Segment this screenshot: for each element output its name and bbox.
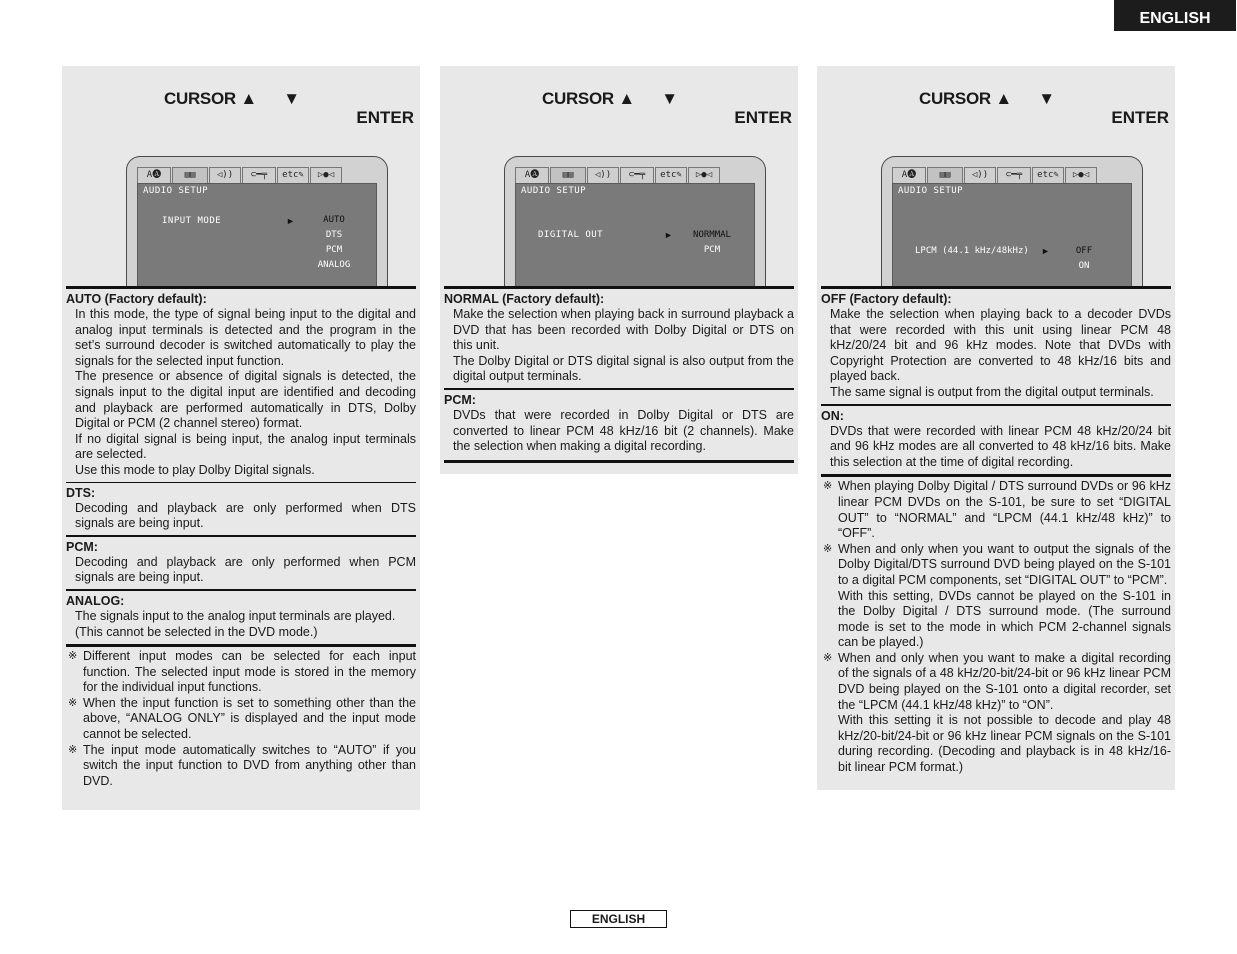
video-tab-icon: ▤▤ bbox=[172, 167, 208, 183]
note-item: ※ When the input function is set to something other than the above, “ANALOG ONLY” is displayed and the input mode cannot be selected. bbox=[68, 695, 416, 742]
pointer-icon: ► bbox=[664, 230, 673, 240]
cursor-label: CURSOR ▲ ▼ bbox=[542, 89, 678, 108]
option-pcm[interactable]: PCM bbox=[703, 245, 721, 255]
option-off[interactable]: OFF bbox=[1075, 246, 1093, 256]
menu-tab-bar bbox=[137, 167, 343, 183]
language-tab-icon: A🅐 bbox=[892, 167, 926, 183]
desc-dts: Decoding and playback are only performed when DTS signals are being input. bbox=[75, 500, 416, 531]
desc-on: DVDs that were recorded with linear PCM 48 kHz/20/24 bit and 96 kHz modes are all converted to 48 kHz/16 bits. Make this selection at the time of digital recording. bbox=[830, 423, 1171, 469]
down-arrow-icon: ▼ bbox=[661, 89, 678, 108]
option-list bbox=[312, 213, 356, 273]
down-arrow-icon: ▼ bbox=[283, 89, 300, 108]
option-list bbox=[686, 228, 738, 258]
note-mark-icon: ※ bbox=[68, 696, 78, 709]
speaker-tab-icon: ▷●◁ bbox=[310, 167, 342, 183]
lock-tab-icon: ⊂━╤ bbox=[997, 167, 1031, 183]
term-on: ON: bbox=[821, 408, 844, 423]
screen-title: AUDIO SETUP bbox=[143, 186, 209, 196]
note-item: ※ When playing Dolby Digital / DTS surround DVDs or 96 kHz linear PCM DVDs on the S-101, be sure to set “DIGITAL OUT” to “NORMAL” and “LPCM (44.1 kHz/48 kHz)” to “OFF”. bbox=[823, 479, 1171, 541]
language-tab: ENGLISH bbox=[1114, 0, 1236, 31]
option-auto[interactable]: AUTO bbox=[323, 215, 345, 225]
section-rule bbox=[66, 644, 416, 647]
section-rule bbox=[66, 589, 416, 591]
etc-tab-icon: etc✎ bbox=[277, 167, 309, 183]
setting-label: LPCM (44.1 kHz/48kHz) bbox=[915, 246, 1029, 256]
option-dts[interactable]: DTS bbox=[325, 230, 343, 240]
note-mark-icon: ※ bbox=[68, 743, 78, 756]
pointer-icon: ► bbox=[286, 216, 295, 226]
tv-screen bbox=[881, 156, 1143, 286]
footer-language-label: ENGLISH bbox=[570, 910, 667, 928]
menu-screen bbox=[515, 183, 755, 286]
term-off: OFF (Factory default): bbox=[821, 292, 952, 306]
nav-instructions bbox=[444, 66, 794, 156]
notes-list bbox=[66, 649, 416, 789]
language-tab-icon: A🅐 bbox=[515, 167, 549, 183]
note-item: ※ Different input modes can be selected for each input function. The selected input mode is stored in the memory for the individual input functions. bbox=[68, 649, 416, 695]
section-rule bbox=[66, 286, 416, 289]
tv-screen bbox=[504, 156, 766, 286]
menu-screen bbox=[137, 183, 377, 286]
term-pcm: PCM: bbox=[444, 392, 476, 407]
note-mark-icon: ※ bbox=[823, 651, 833, 664]
section-rule bbox=[66, 535, 416, 537]
etc-tab-icon: etc✎ bbox=[1032, 167, 1064, 183]
tv-screen bbox=[126, 156, 388, 286]
option-pcm[interactable]: PCM bbox=[325, 245, 343, 255]
audio-tab-icon: ◁)) bbox=[587, 167, 619, 183]
screen-title: AUDIO SETUP bbox=[521, 186, 587, 196]
section-rule bbox=[444, 460, 794, 463]
desc-normal: Make the selection when playing back in surround playback a DVD that has been recorded with Dolby Digital or DTS on this unit. The Dolby Digital or DTS digital signal is also output from the digital output terminals. bbox=[453, 307, 794, 384]
term-auto: AUTO (Factory default): bbox=[66, 292, 207, 306]
down-arrow-icon: ▼ bbox=[1038, 89, 1055, 108]
enter-label: ENTER bbox=[1111, 108, 1169, 127]
option-on[interactable]: ON bbox=[1078, 261, 1090, 271]
section-rule bbox=[444, 286, 794, 289]
desc-pcm: DVDs that were recorded in Dolby Digital or DTS are converted to linear PCM 48 kHz/16 bit (2 channels). Make the selection when making a digital recording. bbox=[453, 407, 794, 454]
video-tab-icon: ▤▤ bbox=[927, 167, 963, 183]
up-arrow-icon: ▲ bbox=[240, 89, 257, 108]
screen-title: AUDIO SETUP bbox=[898, 186, 964, 196]
desc-pcm: Decoding and playback are only performed when PCM signals are being input. bbox=[75, 554, 416, 585]
section-rule bbox=[821, 474, 1171, 477]
input-mode-column bbox=[62, 66, 420, 810]
cursor-label: CURSOR ▲ ▼ bbox=[919, 89, 1055, 108]
menu-screen bbox=[892, 183, 1132, 286]
note-item: ※ When and only when you want to output the signals of the Dolby Digital/DTS surround DVD being played on the S-101 to a digital PCM components, set “DIGITAL OUT” to “PCM”. With this setting, DVDs cannot be played on the S-101 in the Dolby Digital / DTS surround mode. (The surround mode is set to the mode in which PCM 2-channel signals can be played.) bbox=[823, 541, 1171, 650]
option-analog[interactable]: ANALOG bbox=[317, 260, 351, 270]
up-arrow-icon: ▲ bbox=[995, 89, 1012, 108]
menu-tab-bar bbox=[515, 167, 721, 183]
desc-analog: The signals input to the analog input terminals are played. (This cannot be selected in the DVD mode.) bbox=[75, 608, 396, 639]
audio-tab-icon: ◁)) bbox=[209, 167, 241, 183]
menu-tab-bar bbox=[892, 167, 1098, 183]
term-normal: NORMAL (Factory default): bbox=[444, 292, 605, 306]
lock-tab-icon: ⊂━╤ bbox=[620, 167, 654, 183]
enter-label: ENTER bbox=[734, 108, 792, 127]
term-dts: DTS: bbox=[66, 485, 96, 500]
note-mark-icon: ※ bbox=[823, 480, 833, 493]
option-normal[interactable]: NORMMAL bbox=[693, 230, 731, 240]
section-rule bbox=[444, 388, 794, 390]
lock-tab-icon: ⊂━╤ bbox=[242, 167, 276, 183]
term-analog: ANALOG: bbox=[66, 593, 125, 608]
language-tab-icon: A🅐 bbox=[137, 167, 171, 183]
section-rule bbox=[821, 286, 1171, 289]
term-pcm: PCM: bbox=[66, 539, 98, 554]
lpcm-column bbox=[817, 66, 1175, 790]
note-item: ※ The input mode automatically switches to “AUTO” if you switch the input function to DVD from anything other than DVD. bbox=[68, 742, 416, 788]
digital-out-column bbox=[440, 66, 798, 474]
speaker-tab-icon: ▷●◁ bbox=[1065, 167, 1097, 183]
note-mark-icon: ※ bbox=[823, 542, 833, 555]
note-item: ※ When and only when you want to make a digital recording of the signals of a 48 kHz/20-bit/24-bit or 96 kHz linear PCM DVD being played on the S-101 onto a digital recorder, set the “LPCM (44.1 kHz/48 kHz)” to “ON”. With this setting it is not possible to decode and play 48 kHz/20-bit/24-bit or 96 kHz linear PCM signals on the S-101 during recording. (Decoding and playback is in 48 kHz/16-bit linear PCM format.) bbox=[823, 650, 1171, 775]
notes-list bbox=[821, 479, 1171, 775]
setting-label: DIGITAL OUT bbox=[538, 230, 604, 240]
up-arrow-icon: ▲ bbox=[618, 89, 635, 108]
desc-auto: In this mode, the type of signal being input to the digital and analog input terminals is detected and the program in the set’s surround decoder is switched automatically to play the signals for the selected input function. The presence or absence of digital signals is detected, the signals input to the digital input are identified and decoding and playback are performed automatically in DTS, Dolby Digital or PCM (2 channel stereo) format. If no digital signal is being input, the analog input terminals are selected. Use this mode to play Dolby Digital signals. bbox=[75, 307, 416, 477]
setting-label: INPUT MODE bbox=[162, 216, 222, 226]
note-mark-icon: ※ bbox=[68, 650, 78, 663]
section-rule bbox=[821, 404, 1171, 406]
audio-tab-icon: ◁)) bbox=[964, 167, 996, 183]
cursor-label: CURSOR ▲ ▼ bbox=[164, 89, 300, 108]
nav-instructions bbox=[821, 66, 1171, 156]
desc-off: Make the selection when playing back to a decoder DVDs that were recorded with this unit using linear PCM 48 kHz/20/24 bit and 96 kHz modes. Note that DVDs with Copyright Protection are converted to 48 kHz/16 bits and played back. The same signal is output from the digital output terminals. bbox=[830, 307, 1171, 399]
speaker-tab-icon: ▷●◁ bbox=[688, 167, 720, 183]
enter-label: ENTER bbox=[356, 108, 414, 127]
etc-tab-icon: etc✎ bbox=[655, 167, 687, 183]
option-list bbox=[1069, 244, 1099, 274]
video-tab-icon: ▤▤ bbox=[550, 167, 586, 183]
section-rule bbox=[66, 482, 416, 483]
nav-instructions bbox=[66, 66, 416, 156]
pointer-icon: ► bbox=[1041, 246, 1050, 256]
